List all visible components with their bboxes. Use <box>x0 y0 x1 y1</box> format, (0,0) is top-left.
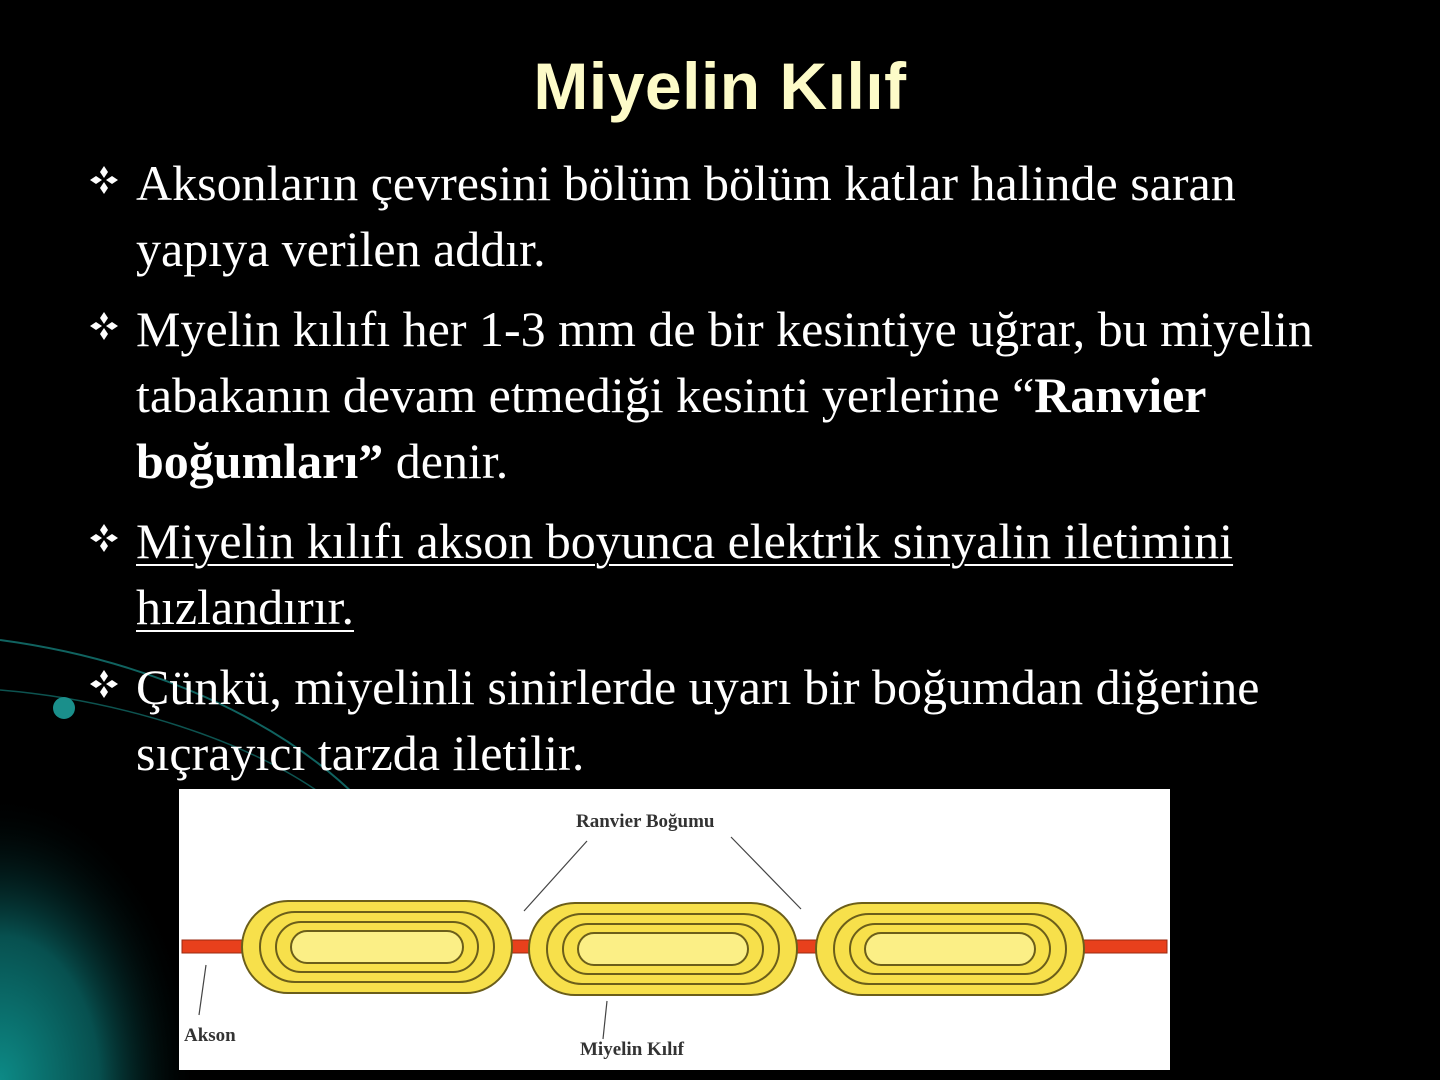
bullet-text-3: Miyelin kılıfı akson boyunca elektrik sinyalin iletimini hızlandırır. <box>136 513 1234 635</box>
axon-leader <box>199 965 206 1015</box>
ranvier-term: Ranvier boğumları” <box>136 367 1206 489</box>
myelin-segment-1 <box>242 901 512 993</box>
bullet-list <box>88 150 1348 800</box>
four-diamond-bullet-icon <box>88 164 120 196</box>
four-diamond-bullet-icon <box>88 522 120 554</box>
bullet-item-1 <box>88 150 1348 282</box>
title-part-1: Miyelin <box>533 49 780 123</box>
title-part-2: Kılıf <box>779 49 907 123</box>
bullet-text-4: Çünkü, miyelinli sinirlerde uyarı bir boğumdan diğerine sıçrayıcı tarzda iletilir. <box>136 659 1260 781</box>
node-leader-left <box>524 841 587 911</box>
slide-title <box>0 48 1440 124</box>
ranvier-node-label: Ranvier Boğumu <box>576 811 715 832</box>
bullet-text-2-after: denir. <box>383 433 509 489</box>
bullet-item-3 <box>88 508 1348 640</box>
four-diamond-bullet-icon <box>88 668 120 700</box>
myelin-segment-2 <box>529 903 797 995</box>
bullet-text-2-before: Myelin kılıfı her 1-3 mm de bir kesintiye uğrar, bu miyelin tabakanın devam etmediği kesinti yerlerine “ <box>136 301 1313 423</box>
myelin-sheath-label: Miyelin Kılıf <box>580 1039 684 1060</box>
myelin-segment-3 <box>816 903 1084 995</box>
axon-label: Akson <box>184 1025 236 1046</box>
bullet-item-2 <box>88 296 1348 494</box>
node-leader-right <box>731 837 801 909</box>
myelin-sheath-diagram <box>179 789 1170 1070</box>
bullet-text-1: Aksonların çevresini bölüm bölüm katlar halinde saran yapıya verilen addır. <box>136 155 1236 277</box>
sheath-leader <box>603 1001 607 1039</box>
bullet-item-4 <box>88 654 1348 786</box>
four-diamond-bullet-icon <box>88 310 120 342</box>
